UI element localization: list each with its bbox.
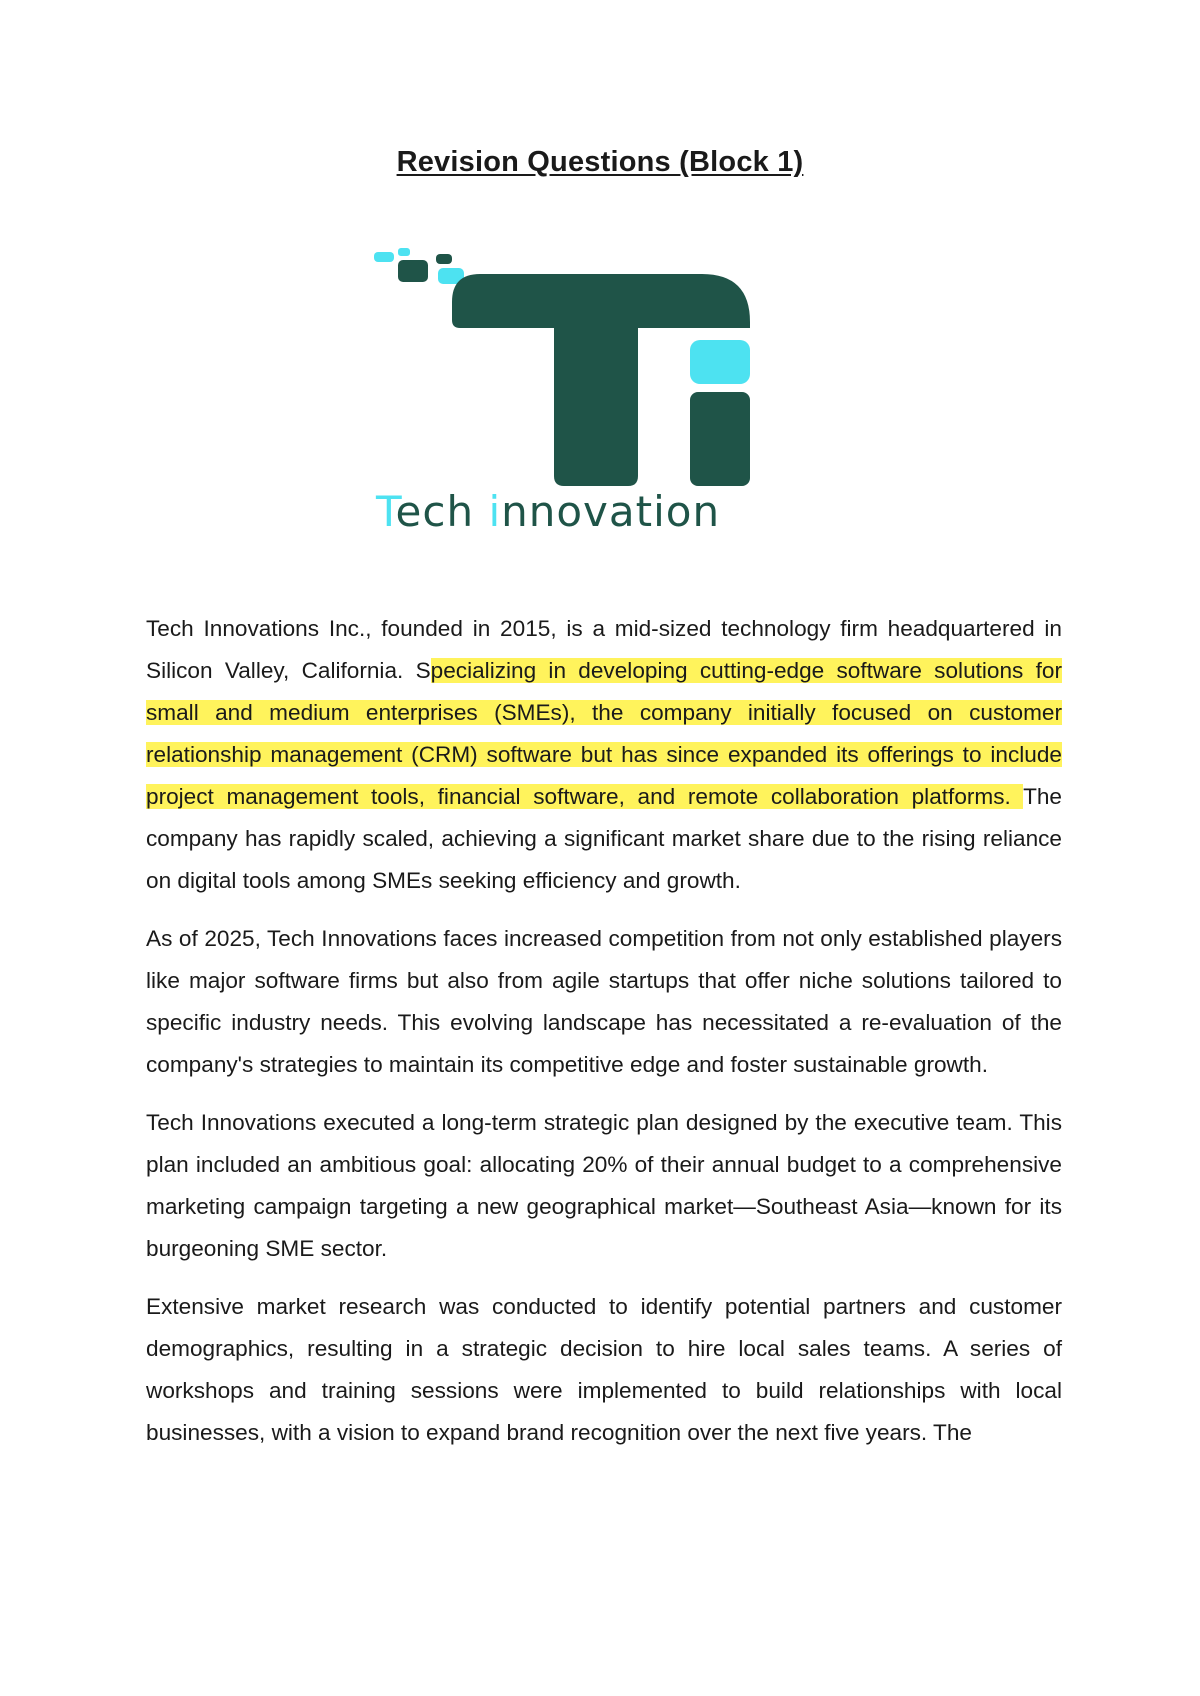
paragraph-3: Tech Innovations executed a long-term strategic plan designed by the executive team. This plan included an ambitious goal: allocating 20% of their annual budget to a comprehensive marketing campaign targeting a new geographical market—Southeast Asia—known for its burgeoning SME sector. [146, 1110, 1062, 1261]
paragraph-1-intro: Tech Innovations Inc., founded in 2015, is a mid-sized technology firm headquartered in Silicon Valley, California. S [146, 616, 1062, 683]
page-title: Revision Questions (Block 1) [396, 146, 804, 178]
logo-pixel-square [436, 254, 452, 264]
logo-pixel-square [374, 252, 394, 262]
tech-innovation-logo [372, 248, 842, 528]
logo-pixel-square [398, 260, 428, 282]
document-body [146, 608, 1062, 1470]
paragraph-1-outro: The company has rapidly scaled, achieving a significant market share due to the rising reliance on digital tools among SMEs seeking efficiency and growth. [146, 784, 1062, 893]
logo-pixel-square [398, 248, 410, 256]
paragraph-4: Extensive market research was conducted to identify potential partners and customer demographics, resulting in a strategic decision to hire local sales teams. A series of workshops and training sessions were implemented to build relationships with local businesses, with a vision to expand brand recognition over the next five years. The [146, 1294, 1062, 1445]
paragraph-1 [146, 608, 1062, 902]
paragraph-2: As of 2025, Tech Innovations faces increased competition from not only established players like major software firms but also from agile startups that offer niche solutions tailored to specific industry needs. This evolving landscape has necessitated a re-evaluation of the company's strategies to maintain its competitive edge and foster sustainable growth. [146, 926, 1062, 1077]
logo-wordmark: Tech innovation [376, 487, 721, 528]
logo-i-stem [690, 392, 750, 486]
logo-i-dot [690, 340, 750, 384]
highlighted-text: pecializing in developing cutting-edge software solutions for small and medium enterprises (SMEs), the company initially focused on customer relationship management (CRM) software but has since expanded its offerings to include project management tools, financial software, and remote collaboration platforms. [146, 658, 1063, 809]
